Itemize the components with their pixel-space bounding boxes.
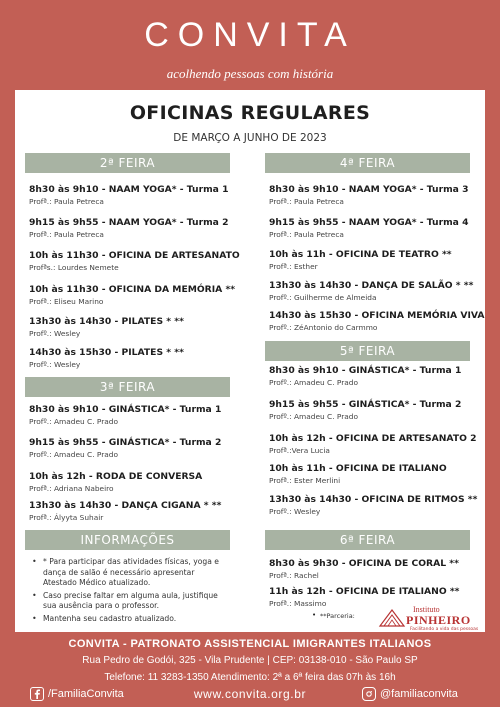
class-name: 13h30 às 14h30 - PILATES * ** xyxy=(29,316,184,327)
class-teacher: Profº.: Wesley xyxy=(269,507,321,516)
class-item xyxy=(269,310,484,332)
class-name: 8h30 às 9h10 - GINÁSTICA* - Turma 1 xyxy=(269,365,462,376)
class-item xyxy=(29,437,244,459)
class-item xyxy=(269,399,484,421)
class-name: 8h30 às 9h30 - OFICINA DE CORAL ** xyxy=(269,558,459,569)
class-name: 10h às 11h30 - OFICINA DA MEMÓRIA ** xyxy=(29,284,236,295)
class-teacher: Profº.: Wesley xyxy=(29,329,81,338)
class-item xyxy=(269,365,484,387)
class-item xyxy=(29,404,244,426)
class-teacher: Profª.: Esther xyxy=(269,262,318,271)
day-header-wednesday: 4ª FEIRA xyxy=(265,153,470,173)
class-item xyxy=(269,494,484,516)
day-header-friday: 6ª FEIRA xyxy=(265,530,470,550)
footer-phone: Telefone: 11 3283-1350 Atendimento: 2ª a 6ª feira das 07h às 16h xyxy=(104,672,396,683)
class-name: 14h30 às 15h30 - PILATES * ** xyxy=(29,347,184,358)
class-name: 10h às 11h - OFICINA DE TEATRO ** xyxy=(269,249,452,260)
website-link[interactable]: www.convita.org.br xyxy=(193,687,307,701)
footer-address: Rua Pedro de Godói, 325 - Vila Prudente | CEP: 03138-010 - São Paulo SP xyxy=(82,655,418,666)
info-item xyxy=(29,614,229,625)
class-name: 9h15 às 9h55 - NAAM YOGA* - Turma 4 xyxy=(269,217,469,228)
class-teacher: Profª.: Rachel xyxy=(269,571,319,580)
class-name: 14h30 às 15h30 - OFICINA MEMÓRIA VIVA xyxy=(269,310,485,321)
class-teacher: Profº.: Amadeu C. Prado xyxy=(29,417,119,426)
bullet-mark: • xyxy=(32,557,37,566)
page-title: OFICINAS REGULARES xyxy=(129,102,371,124)
class-item xyxy=(29,347,244,369)
instagram-handle: @familiaconvita xyxy=(380,688,458,700)
class-name: 10h às 11h - OFICINA DE ITALIANO xyxy=(269,463,447,474)
partner-logo-line3: Facilitando a vida das pessoas xyxy=(410,627,479,632)
class-item xyxy=(29,184,244,206)
day-header-tuesday: 3ª FEIRA xyxy=(25,377,230,397)
class-item xyxy=(29,471,244,493)
info-list xyxy=(29,557,229,626)
class-teacher: Profª.: Paula Petreca xyxy=(29,230,104,239)
class-name: 9h15 às 9h55 - NAAM YOGA* - Turma 2 xyxy=(29,217,229,228)
bullet-mark: • xyxy=(32,590,37,600)
info-item xyxy=(29,557,229,589)
class-teacher: Profª.: Paula Petreca xyxy=(269,230,344,239)
class-item xyxy=(269,249,484,271)
class-item xyxy=(269,558,484,580)
class-teacher: Profª.: Massimo xyxy=(269,599,327,608)
info-item xyxy=(29,591,229,612)
info-header: INFORMAÇÕES xyxy=(25,530,230,550)
partner-logo-line1: Instituto xyxy=(413,605,440,614)
class-name: 11h às 12h - OFICINA DE ITALIANO ** xyxy=(269,586,460,597)
info-text: * Para participar das atividades físicas, yoga e dança de salão é necessário apresentar Atestado Médico atualizado. xyxy=(43,557,219,587)
class-teacher: Profº.: Guilherme de Almeida xyxy=(269,293,377,302)
class-item xyxy=(269,463,484,485)
class-item xyxy=(269,184,484,206)
class-teacher: Profº.: Amadeu C. Prado xyxy=(29,450,119,459)
class-teacher: Profª.: Ester Merlini xyxy=(269,476,341,485)
class-teacher: Profª.: Ályyta Suhair xyxy=(29,513,104,522)
schedule-card xyxy=(15,90,485,632)
class-teacher: Profº.: ZéAntonio do Carmmo xyxy=(269,323,378,332)
class-name: 13h30 às 14h30 - DANÇA CIGANA * ** xyxy=(29,500,222,511)
class-teacher: Profº.: Amadeu C. Prado xyxy=(269,412,359,421)
facebook-handle: /FamiliaConvita xyxy=(48,688,124,700)
class-teacher: Profª.: Eliseu Marino xyxy=(29,297,104,306)
class-item xyxy=(29,217,244,239)
class-name: 10h às 12h - RODA DE CONVERSA xyxy=(29,471,203,482)
class-teacher: Profª.:Vera Lucia xyxy=(269,446,330,455)
partner-label: **Parceria: xyxy=(320,612,355,620)
class-teacher: Profªs.: Lourdes Nemete xyxy=(29,263,119,272)
pinheiro-logo-icon xyxy=(378,606,406,632)
instagram-icon xyxy=(362,687,376,701)
page-subtitle: DE MARÇO A JUNHO DE 2023 xyxy=(173,132,327,144)
footer-org: CONVITA - PATRONATO ASSISTENCIAL IMIGRANTES ITALIANOS xyxy=(68,638,432,650)
class-name: 9h15 às 9h55 - GINÁSTICA* - Turma 2 xyxy=(269,399,462,410)
class-name: 10h às 12h - OFICINA DE ARTESANATO 2 xyxy=(269,433,477,444)
class-name: 8h30 às 9h10 - NAAM YOGA* - Turma 1 xyxy=(29,184,229,195)
class-name: 8h30 às 9h10 - GINÁSTICA* - Turma 1 xyxy=(29,404,222,415)
class-name: 13h30 às 14h30 - DANÇA DE SALÃO * ** xyxy=(269,280,474,291)
brand-logo: CONVITA xyxy=(144,16,356,54)
class-item xyxy=(29,500,244,522)
info-text: Mantenha seu cadastro atualizado. xyxy=(43,613,177,623)
class-item xyxy=(29,284,244,306)
class-item xyxy=(269,433,484,455)
bullet-mark: • xyxy=(312,611,317,619)
class-teacher: Profª.: Paula Petreca xyxy=(269,197,344,206)
class-teacher: Profª.: Adriana Nabeiro xyxy=(29,484,114,493)
class-item xyxy=(29,316,244,338)
class-name: 13h30 às 14h30 - OFICINA DE RITMOS ** xyxy=(269,494,478,505)
class-name: 8h30 às 9h10 - NAAM YOGA* - Turma 3 xyxy=(269,184,469,195)
class-teacher: Profª.: Paula Petreca xyxy=(29,197,104,206)
day-header-monday: 2ª FEIRA xyxy=(25,153,230,173)
partner-logo-line2: PINHEIRO xyxy=(406,613,471,627)
partner-block xyxy=(312,604,495,638)
instagram-link[interactable] xyxy=(362,687,458,701)
bullet-mark: • xyxy=(32,613,37,623)
class-item xyxy=(29,250,244,272)
brand-tagline: acolhendo pessoas com história xyxy=(166,66,334,81)
class-teacher: Profº.: Wesley xyxy=(29,360,81,369)
class-teacher: Profº.: Amadeu C. Prado xyxy=(269,378,359,387)
class-item xyxy=(269,280,484,302)
day-header-thursday: 5ª FEIRA xyxy=(265,341,470,361)
info-text: Caso precise faltar em alguma aula, justifique sua ausência para o professor. xyxy=(43,590,218,610)
class-name: 9h15 às 9h55 - GINÁSTICA* - Turma 2 xyxy=(29,437,222,448)
class-item xyxy=(269,217,484,239)
class-name: 10h às 11h30 - OFICINA DE ARTESANATO xyxy=(29,250,240,261)
